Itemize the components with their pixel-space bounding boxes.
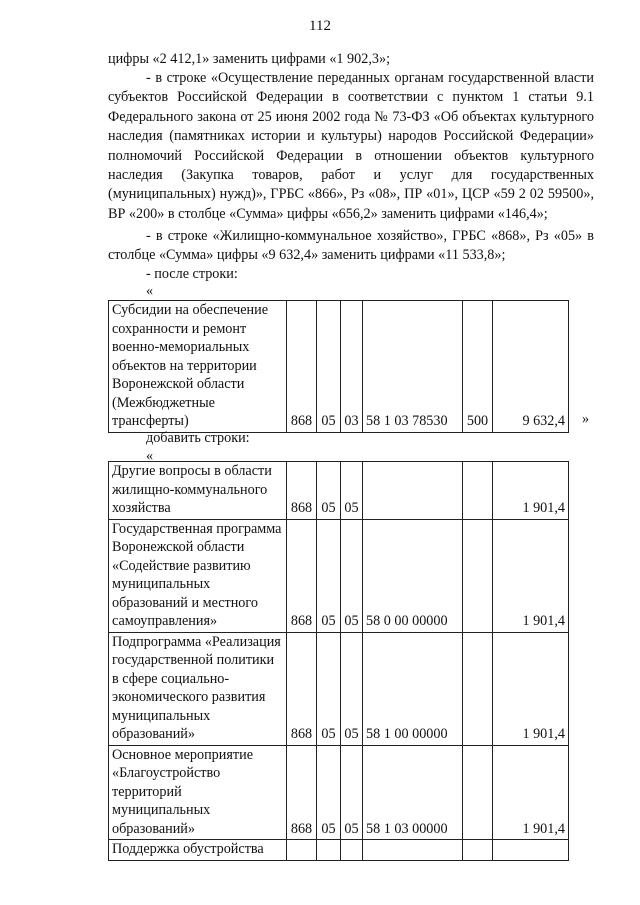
- csr-cell: [363, 462, 463, 520]
- sum-cell: 1 901,4: [493, 632, 569, 745]
- pr-cell: [341, 840, 363, 861]
- open-quote: «: [146, 448, 154, 464]
- pr-cell: 05: [341, 462, 363, 520]
- grbs-cell: 868: [287, 462, 317, 520]
- close-quote: »: [582, 411, 590, 427]
- csr-cell: 58 1 00 00000: [363, 632, 463, 745]
- rz-cell: 05: [317, 519, 341, 632]
- page-number: 112: [309, 18, 331, 34]
- table-row: [109, 519, 569, 632]
- vr-cell: 500: [463, 301, 493, 433]
- sum-cell: [493, 840, 569, 861]
- paragraph-add-rows: добавить строки:: [146, 430, 250, 446]
- row-name: Государственная программа Воронежской области «Содействие развитию муниципальных образований и местного самоуправления»: [109, 519, 287, 632]
- rz-cell: 05: [317, 301, 341, 433]
- paragraph-cultural-heritage: - в строке «Осуществление переданных органам государственной власти субъектов Российской Федерации в соответствии с пунктом 1 статьи 9.1 Федерального закона от 25 июня 2002 года № 73-ФЗ «Об объектах культурного наследия (памятниках истории и культуры) народов Российской Федерации» полномочий Российской Федерации в отношении объектов культурного наследия (Закупка товаров, работ и услуг для государственных (муниципальных) нужд)», ГРБС «866», Рз «08», ПР «01», ЦСР «59 2 02 59500», ВР «200» в столбце «Сумма» цифры «656,2» заменить цифрами «146,4»;: [108, 70, 594, 222]
- pr-cell: 05: [341, 745, 363, 840]
- vr-cell: [463, 519, 493, 632]
- table-row: [109, 632, 569, 745]
- vr-cell: [463, 632, 493, 745]
- csr-cell: 58 1 03 00000: [363, 745, 463, 840]
- table-row: [109, 301, 569, 433]
- grbs-cell: [287, 840, 317, 861]
- sum-cell: 1 901,4: [493, 745, 569, 840]
- row-name: Основное мероприятие «Благоустройство территорий муниципальных образований»: [109, 745, 287, 840]
- table-row: [109, 745, 569, 840]
- rz-cell: 05: [317, 632, 341, 745]
- csr-cell: 58 0 00 00000: [363, 519, 463, 632]
- paragraph-housing-utilities: - в строке «Жилищно-коммунальное хозяйство», ГРБС «868», Рз «05» в столбце «Сумма» цифры «9 632,4» заменить цифрами «11 533,8»;: [108, 228, 594, 264]
- row-name: Поддержка обустройства: [109, 840, 287, 861]
- pr-cell: 03: [341, 301, 363, 433]
- open-quote: «: [146, 283, 154, 299]
- sum-cell: 1 901,4: [493, 519, 569, 632]
- rz-cell: [317, 840, 341, 861]
- sum-cell: 9 632,4: [493, 301, 569, 433]
- csr-cell: [363, 840, 463, 861]
- pr-cell: 05: [341, 519, 363, 632]
- paragraph-after-row: - после строки:: [146, 266, 238, 282]
- grbs-cell: 868: [287, 301, 317, 433]
- vr-cell: [463, 462, 493, 520]
- paragraph-replace-figures: цифры «2 412,1» заменить цифрами «1 902,3»;: [108, 51, 391, 67]
- rz-cell: 05: [317, 745, 341, 840]
- vr-cell: [463, 840, 493, 861]
- pr-cell: 05: [341, 632, 363, 745]
- table-row: [109, 462, 569, 520]
- sum-cell: 1 901,4: [493, 462, 569, 520]
- csr-cell: 58 1 03 78530: [363, 301, 463, 433]
- table-row: [109, 840, 569, 861]
- grbs-cell: 868: [287, 632, 317, 745]
- rz-cell: 05: [317, 462, 341, 520]
- row-name: Подпрограмма «Реализация государственной политики в сфере социально-экономического развития муниципальных образований»: [109, 632, 287, 745]
- budget-table-existing-row: [108, 300, 569, 433]
- row-name: Другие вопросы в области жилищно-коммунального хозяйства: [109, 462, 287, 520]
- vr-cell: [463, 745, 493, 840]
- budget-table-added-rows: [108, 461, 569, 861]
- row-name: Субсидии на обеспечение сохранности и ремонт военно-мемориальных объектов на территории Воронежской области (Межбюджетные трансферты): [109, 301, 287, 433]
- grbs-cell: 868: [287, 745, 317, 840]
- grbs-cell: 868: [287, 519, 317, 632]
